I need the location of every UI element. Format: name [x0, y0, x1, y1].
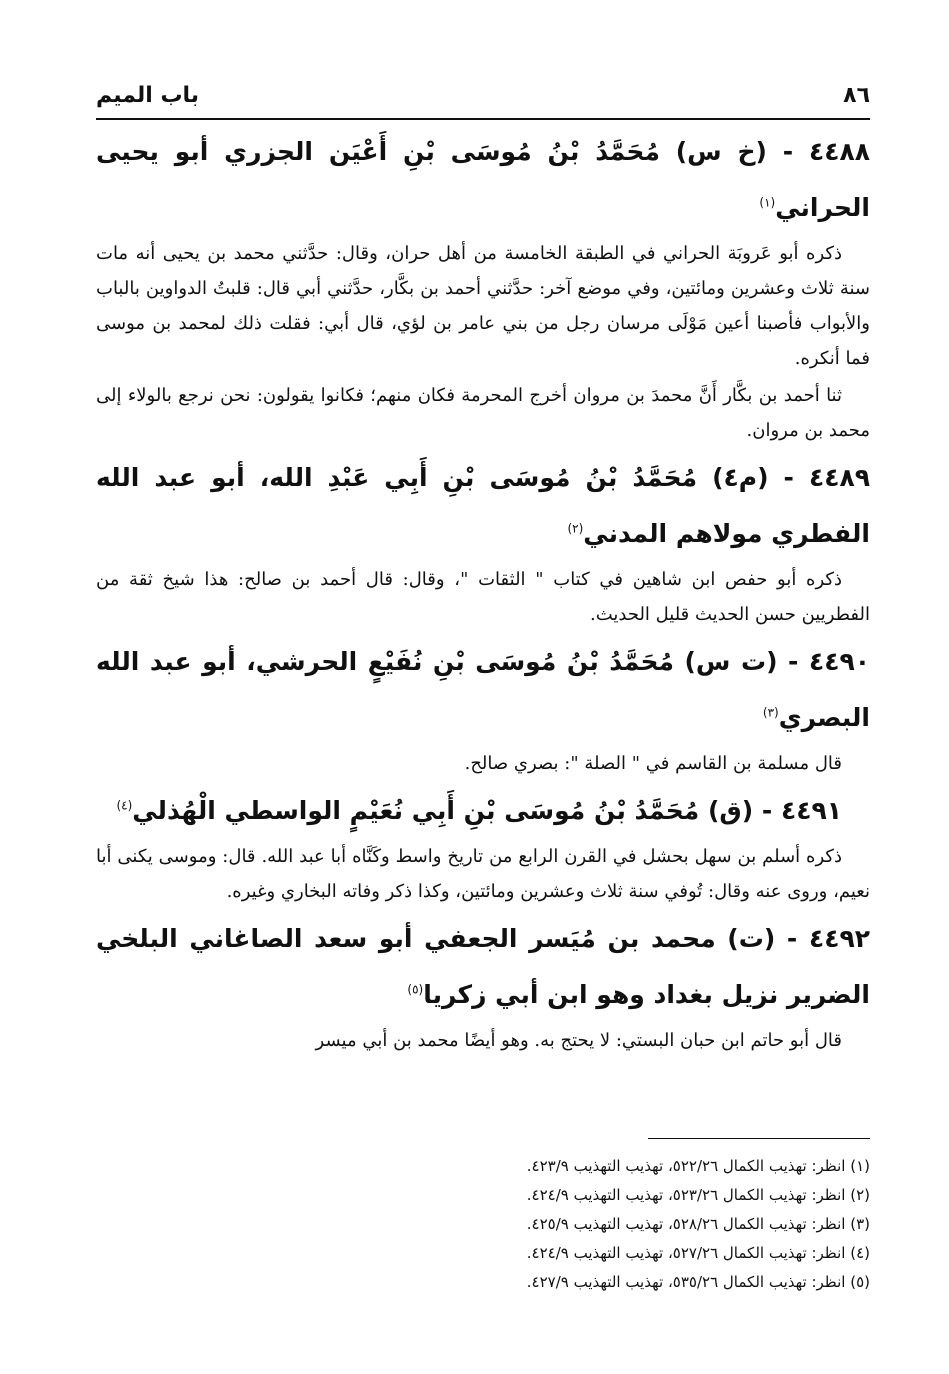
entry-4488 — [96, 124, 870, 448]
entry-title: ٤٤٩١ - (ق) مُحَمَّدُ بْنُ مُوسَى بْنِ أَبِي نُعَيْمٍ الواسطي الْهُذلي$^{(٤)}$ — [116, 796, 842, 825]
entry-paragraph: ذكره أبو حفص ابن شاهين في كتاب " الثقات "، وقال: قال أحمد بن صالح: هذا شيخ ثقة من الفطريين حسن الحديث قليل الحديث. — [96, 569, 870, 625]
footnote-item: (٢) انظر: تهذيب الكمال ٥٢٣/٢٦، تهذيب التهذيب ٤٢٤/٩. — [526, 1186, 870, 1204]
footnote-item: (٤) انظر: تهذيب الكمال ٥٢٧/٢٦، تهذيب التهذيب ٤٢٤/٩. — [526, 1244, 870, 1262]
entry-paragraph: ثنا أحمد بن بكَّار أَنَّ محمدَ بن مروان أخرج المحرمة فكان منهم؛ فكانوا يقولون: نحن نرجع بالولاء إلى محمد بن مروان. — [96, 385, 870, 441]
page-header — [96, 78, 870, 112]
entry-paragraph: قال مسلمة بن القاسم في " الصلة ": بصري صالح. — [464, 753, 842, 774]
entry-title: ٤٤٨٨ - (خ س) مُحَمَّدُ بْنُ مُوسَى بْنِ أَعْيَن الجزري أبو يحيى الحراني$^{(١)}$ — [96, 137, 870, 222]
main-content — [96, 124, 870, 1060]
entry-4492 — [96, 911, 870, 1058]
footnote-item: (٥) انظر: تهذيب الكمال ٥٣٥/٢٦، تهذيب التهذيب ٤٢٧/٩. — [526, 1273, 870, 1291]
entry-paragraph: ذكره أبو عَروبَة الحراني في الطبقة الخامسة من أهل حران، وقال: حدَّثني محمد بن يحيى أنه مات سنة ثلاث وعشرين ومائتين، وفي موضع آخر: حدَّثني أحمد بن بكَّار، حدَّثني أبي قال: قلبتُ الدواوين بالباب والأبواب فأصبنا أعين مَوْلَى مرسان رجل من بني عامر بن لؤي، قال أبي: فقلت ذلك لمحمد بن موسى فما أنكره. — [96, 243, 870, 369]
footnotes — [96, 1152, 870, 1297]
footnote-item: (١) انظر: تهذيب الكمال ٥٢٢/٢٦، تهذيب التهذيب ٤٢٣/٩. — [526, 1157, 870, 1175]
footnote-ref[interactable]: (٤) — [116, 798, 133, 813]
footnote-item: (٣) انظر: تهذيب الكمال ٥٢٨/٢٦، تهذيب التهذيب ٤٢٥/٩. — [526, 1215, 870, 1233]
footnote-ref[interactable]: (٣) — [762, 705, 779, 720]
entry-4489 — [96, 450, 870, 632]
entry-paragraph: قال أبو حاتم ابن حبان البستي: لا يحتج به. وهو أيضًا محمد بن أبي ميسر — [315, 1030, 842, 1051]
entry-title: ٤٤٨٩ - (م٤) مُحَمَّدُ بْنُ مُوسَى بْنِ أَبِي عَبْدِ الله، أبو عبد الله الفطري مولاهم المدني$^{(٢)}$ — [96, 463, 870, 548]
footnote-divider — [648, 1138, 870, 1139]
footnote-ref[interactable]: (٢) — [567, 521, 584, 536]
entry-title: ٤٤٩٠ - (ت س) مُحَمَّدُ بْنُ مُوسَى بْنِ نُفَيْعٍ الحرشي، أبو عبد الله البصري$^{(٣)}$ — [96, 647, 870, 732]
footnote-ref[interactable]: (٥) — [407, 982, 424, 997]
entry-4490 — [96, 634, 870, 781]
entry-4491 — [96, 783, 870, 909]
entry-title: ٤٤٩٢ - (ت) محمد بن مُيَسر الجعفي أبو سعد الصاغاني البلخي الضرير نزيل بغداد وهو ابن أبي زكريا$^{(٥)}$ — [96, 924, 870, 1009]
footnote-ref[interactable]: (١) — [759, 195, 776, 210]
entry-paragraph: ذكره أسلم بن سهل بحشل في القرن الرابع من تاريخ واسط وكَنَّاه أبا عبد الله. قال: وموسى يكنى أبا نعيم، وروى عنه وقال: تُوفي سنة ثلاث وعشرين ومائتين، وكذا ذكر وفاته البخاري وغيره. — [96, 846, 870, 902]
header-divider — [96, 118, 870, 120]
chapter-title: باب الميم — [96, 82, 200, 108]
page-number: ٨٦ — [843, 82, 870, 108]
